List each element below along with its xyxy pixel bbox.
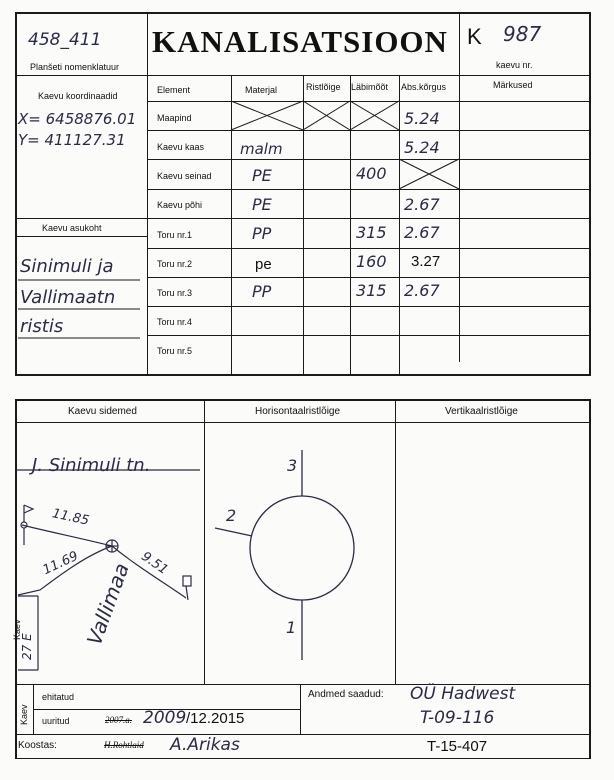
location-line-2: Vallimaatn <box>20 287 116 308</box>
links-heading: Kaevu sidemed <box>68 406 137 417</box>
pipe1-material: PP <box>252 224 272 243</box>
pipe2-diameter: 160 <box>356 252 387 271</box>
walls-diameter: 400 <box>356 164 387 183</box>
old-compiler-name: H.Rohtlaid <box>104 740 144 750</box>
header-diameter: Läbimõõt <box>351 82 389 92</box>
row-pipe-4: Toru nr.4 <box>157 317 193 327</box>
header-notes: Märkused <box>493 80 533 90</box>
surveyed-label: uuritud <box>42 716 70 726</box>
pipe-label-1: 1 <box>286 618 297 637</box>
walls-material: PE <box>252 166 272 185</box>
location-label: Kaevu asukoht <box>42 223 102 233</box>
row-pipe-1: Toru nr.1 <box>157 230 193 240</box>
cover-material: malm <box>240 140 283 158</box>
header-element: Element <box>157 85 191 95</box>
bottom-height: 2.67 <box>404 195 440 214</box>
pipe-label-3: 3 <box>287 456 298 475</box>
street-name: J. Sinimuli tn. <box>32 455 151 476</box>
building-number: 27 E <box>20 633 34 660</box>
coord-y: Y= 411127.31 <box>18 131 126 149</box>
row-walls: Kaevu seinad <box>157 171 212 181</box>
row-bottom: Kaevu põhi <box>157 200 203 210</box>
well-letter: K <box>467 24 482 49</box>
sheet-number: 458_411 <box>28 30 102 50</box>
compiled-by-label: Koostas: <box>18 740 57 751</box>
bottom-material: PE <box>252 195 272 214</box>
pipe3-material: PP <box>252 282 272 301</box>
pipe1-height: 2.67 <box>404 223 440 242</box>
pipe-label-2: 2 <box>226 506 237 525</box>
header-abs-height: Abs.kõrgus <box>401 82 447 92</box>
vertical-section-heading: Vertikaalristlõige <box>445 406 518 417</box>
document-code: T-15-407 <box>427 738 488 755</box>
pipe1-diameter: 315 <box>356 223 387 242</box>
sheet-label: Planšeti nomenklatuur <box>30 62 120 72</box>
old-survey-date: 2007.a. <box>105 715 132 725</box>
well-number-label: kaevu nr. <box>496 60 533 70</box>
data-source-label: Andmed saadud: <box>308 689 384 700</box>
ground-height: 5.24 <box>404 109 440 128</box>
row-ground: Maapind <box>157 113 192 123</box>
row-pipe-5: Toru nr.5 <box>157 346 193 356</box>
distance-3: 9.51 <box>138 549 171 578</box>
street-name-2: Vallimaa <box>82 559 134 649</box>
distance-1: 11.85 <box>50 506 91 529</box>
pipe2-height: 3.27 <box>411 253 441 270</box>
horizontal-section-heading: Horisontaalristlõige <box>255 406 341 417</box>
coords-label: Kaevu koordinaadid <box>38 91 118 101</box>
survey-year: 2009 <box>143 708 187 728</box>
pipe3-height: 2.67 <box>404 281 440 300</box>
row-pipe-3: Toru nr.3 <box>157 288 193 298</box>
header-material: Materjal <box>245 85 278 95</box>
location-line-1: Sinimuli ja <box>20 256 114 277</box>
compiler-name: A.Arikas <box>170 735 240 755</box>
pipe3-diameter: 315 <box>356 281 387 300</box>
footer-side-label: Kaev <box>19 704 29 725</box>
well-number: 987 <box>503 22 542 46</box>
header-cross-section: Ristlõige <box>306 82 341 92</box>
page-title: KANALISATSIOON <box>152 24 448 59</box>
survey-date: /12.2015 <box>186 710 245 727</box>
lower-side-label: Kaev <box>12 619 22 640</box>
row-cover: Kaevu kaas <box>157 142 205 152</box>
distance-2: 11.69 <box>40 548 81 579</box>
pipe2-material: pe <box>255 256 272 273</box>
data-source-company: OÜ Hadwest <box>410 684 516 704</box>
data-source-code: T-09-116 <box>420 708 495 728</box>
built-label: ehitatud <box>42 692 75 702</box>
location-line-3: ristis <box>20 316 64 337</box>
coord-x: X= 6458876.01 <box>18 110 137 128</box>
row-pipe-2: Toru nr.2 <box>157 259 193 269</box>
cover-height: 5.24 <box>404 138 440 157</box>
